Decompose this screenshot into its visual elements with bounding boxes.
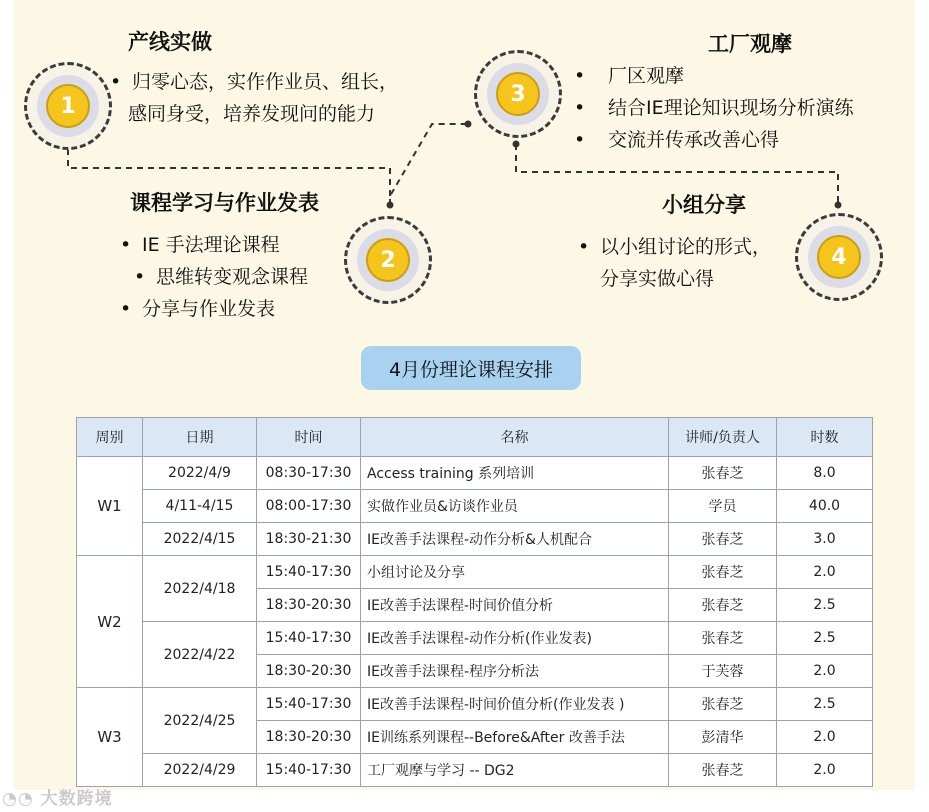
header-hours: 时数 [777, 418, 873, 457]
course-name-cell: IE训练系列课程--Before&After 改善手法 [361, 721, 669, 754]
lecturer-cell: 于芙蓉 [669, 655, 777, 688]
hours-cell: 2.5 [777, 622, 873, 655]
course-name-cell: 实做作业员&访谈作业员 [361, 490, 669, 523]
step-3-badge [474, 50, 562, 138]
step-3-bullets: • 厂区观摩 • 结合IE理论知识现场分析演练 • 交流并传承改善心得 [574, 65, 854, 151]
hours-cell: 2.5 [777, 589, 873, 622]
week-cell: W1 [77, 457, 143, 556]
step-2-bullet: 分享与作业发表 [142, 298, 276, 320]
time-cell: 18:30-20:30 [257, 655, 361, 688]
step-1-bullets: • 归零心态，实作作业员、组长， 感同身受，培养发现问的能力 [110, 71, 399, 125]
header-lecturer: 讲师/负责人 [669, 418, 777, 457]
table-row [77, 622, 873, 655]
table-row [77, 754, 873, 787]
step-1-title: 产线实做 [128, 30, 212, 54]
lecturer-cell: 张春芝 [669, 556, 777, 589]
course-name-cell: IE改善手法课程-动作分析&人机配合 [361, 523, 669, 556]
lecturer-cell: 张春芝 [669, 622, 777, 655]
step-4-bullets: • 以小组讨论的形式， 分享实做心得 [578, 236, 772, 290]
step-1-badge [24, 62, 112, 150]
course-name-cell: 小组讨论及分享 [361, 556, 669, 589]
course-name-cell: IE改善手法课程-时间价值分析 [361, 589, 669, 622]
course-name-cell: IE改善手法课程-时间价值分析(作业发表 ) [361, 688, 669, 721]
step-3-bullet: 结合IE理论知识现场分析演练 [608, 97, 854, 119]
week-cell: W2 [77, 556, 143, 688]
header-week: 周别 [77, 418, 143, 457]
header-name: 名称 [361, 418, 669, 457]
date-cell: 2022/4/29 [143, 754, 257, 787]
step-2-number: 2 [366, 238, 410, 282]
hours-cell: 3.0 [777, 523, 873, 556]
step-2-badge [344, 216, 432, 304]
hours-cell: 40.0 [777, 490, 873, 523]
step-2-title: 课程学习与作业发表 [130, 191, 319, 215]
header-time: 时间 [257, 418, 361, 457]
hours-cell: 2.0 [777, 556, 873, 589]
step-4-bullet: 分享实做心得 [600, 268, 715, 290]
step-3-title: 工厂观摩 [708, 32, 792, 56]
hours-cell: 8.0 [777, 457, 873, 490]
step-2-bullet: IE 手法理论课程 [142, 234, 280, 256]
table-row [77, 490, 873, 523]
step-4-badge [795, 213, 883, 301]
schedule-table [76, 417, 873, 787]
step-2-bullet: 思维转变观念课程 [156, 266, 309, 288]
hours-cell: 2.0 [777, 655, 873, 688]
table-header-row [77, 418, 873, 457]
hours-cell: 2.0 [777, 754, 873, 787]
time-cell: 18:30-20:30 [257, 589, 361, 622]
hours-cell: 2.5 [777, 688, 873, 721]
table-row [77, 457, 873, 490]
time-cell: 18:30-21:30 [257, 523, 361, 556]
time-cell: 15:40-17:30 [257, 622, 361, 655]
date-cell: 2022/4/9 [143, 457, 257, 490]
lecturer-cell: 张春芝 [669, 523, 777, 556]
table-row [77, 688, 873, 721]
time-cell: 08:00-17:30 [257, 490, 361, 523]
course-name-cell: IE改善手法课程-程序分析法 [361, 655, 669, 688]
time-cell: 15:40-17:30 [257, 754, 361, 787]
watermark-text: 大数跨境 [40, 789, 113, 809]
table-row [77, 523, 873, 556]
time-cell: 15:40-17:30 [257, 688, 361, 721]
time-cell: 18:30-20:30 [257, 721, 361, 754]
step-1-number: 1 [46, 84, 90, 128]
step-1-bullet: 归零心态，实作作业员、组长， [132, 71, 399, 93]
watermark-icon: ◔◔ [2, 789, 34, 809]
date-cell: 2022/4/18 [143, 556, 257, 622]
step-4-title: 小组分享 [662, 193, 746, 217]
table-row [77, 556, 873, 589]
date-cell: 2022/4/15 [143, 523, 257, 556]
step-3-number: 3 [496, 72, 540, 116]
step-4-bullet: 以小组讨论的形式， [600, 236, 772, 258]
time-cell: 15:40-17:30 [257, 556, 361, 589]
step-3-bullet: 厂区观摩 [608, 65, 685, 87]
course-name-cell: Access training 系列培训 [361, 457, 669, 490]
lecturer-cell: 张春芝 [669, 688, 777, 721]
step-2-bullets: • IE 手法理论课程 • 思维转变观念课程 • 分享与作业发表 [120, 234, 309, 320]
time-cell: 08:30-17:30 [257, 457, 361, 490]
lecturer-cell: 张春芝 [669, 457, 777, 490]
step-4-number: 4 [817, 235, 861, 279]
lecturer-cell: 张春芝 [669, 754, 777, 787]
step-3-bullet: 交流并传承改善心得 [608, 129, 780, 151]
schedule-title-banner: 4月份理论课程安排 [361, 346, 581, 390]
header-date: 日期 [143, 418, 257, 457]
course-name-cell: 工厂观摩与学习 -- DG2 [361, 754, 669, 787]
hours-cell: 2.0 [777, 721, 873, 754]
watermark-logo [2, 784, 113, 809]
date-cell: 2022/4/25 [143, 688, 257, 754]
lecturer-cell: 张春芝 [669, 589, 777, 622]
date-cell: 2022/4/22 [143, 622, 257, 688]
course-name-cell: IE改善手法课程-动作分析(作业发表) [361, 622, 669, 655]
week-cell: W3 [77, 688, 143, 787]
date-cell: 4/11-4/15 [143, 490, 257, 523]
step-1-bullet: 感同身受，培养发现问的能力 [128, 103, 376, 125]
lecturer-cell: 学员 [669, 490, 777, 523]
lecturer-cell: 彭清华 [669, 721, 777, 754]
